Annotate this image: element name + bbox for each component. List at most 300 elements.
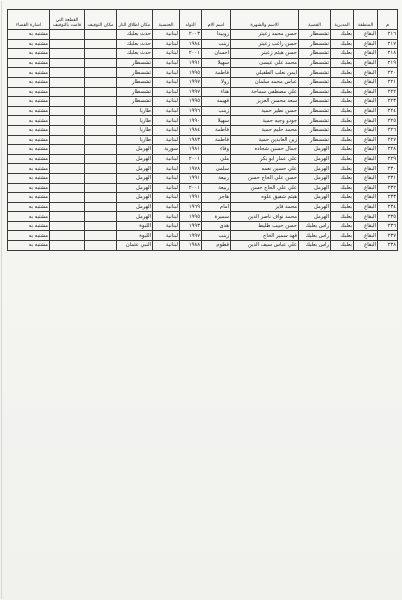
cell-district: تشسطار (299, 49, 331, 59)
cell-row-number: ٢٢٧ (378, 135, 398, 145)
cell-full-name: ايمن نعلب الطفيلي (231, 68, 299, 78)
cell-birth-year: ١٩٩٧ (180, 77, 202, 87)
cell-judicial-note: مشتبه به (8, 212, 50, 222)
table-row (8, 77, 398, 87)
cell-full-name: زين العابدين حمية (231, 135, 299, 145)
cell-judicial-note: مشتبه به (8, 173, 50, 183)
cell-district: تشسطار (299, 97, 331, 107)
cell-directorate: بعلبك (331, 68, 354, 78)
cell-arresting-unit (50, 164, 85, 174)
cell-row-number: ٢٣٧ (378, 231, 398, 241)
cell-arresting-unit (50, 231, 85, 241)
cell-arrest-location (85, 221, 117, 231)
cell-row-number: ٢٣٢ (378, 183, 398, 193)
cell-birth-year: ١٩٩٥ (180, 97, 202, 107)
table-row (8, 68, 398, 78)
cell-full-name: محمد نواف ناصر الدين (231, 212, 299, 222)
cell-judicial-note: مشتبه به (8, 39, 50, 49)
cell-arrest-location (85, 125, 117, 135)
cell-shooting-location: طاريا (117, 135, 153, 145)
cell-shooting-location: تشسطار (117, 77, 153, 87)
cell-full-name: فهد سمير الحاج (231, 231, 299, 241)
cell-arresting-unit (50, 77, 85, 87)
table-row (8, 106, 398, 116)
cell-full-name: عباس محمد سلمان (231, 77, 299, 87)
cell-nationality: لبنانية (153, 87, 180, 97)
cell-birth-year: ١٩٨٤ (180, 125, 202, 135)
cell-arresting-unit (50, 145, 85, 155)
cell-shooting-location: الهرمل (117, 183, 153, 193)
cell-shooting-location: الهرمل (117, 193, 153, 203)
cell-full-name: محمد حليم حمية (231, 125, 299, 135)
cell-nationality: لبنانية (153, 221, 180, 231)
cell-arrest-location (85, 106, 117, 116)
cell-arrest-location (85, 183, 117, 193)
cell-directorate: بعلبك (331, 221, 354, 231)
cell-nationality: لبنانية (153, 77, 180, 87)
cell-directorate: بعلبك (331, 212, 354, 222)
cell-mother-name: ربيعة (202, 173, 231, 183)
cell-judicial-note: مشتبه به (8, 30, 50, 40)
cell-district: راس بعلبك (299, 241, 331, 251)
cell-mother-name: رولا (202, 77, 231, 87)
cell-arrest-location (85, 231, 117, 241)
cell-directorate: بعلبك (331, 231, 354, 241)
cell-row-number: ٢٣٨ (378, 241, 398, 251)
cell-shooting-location: حدث بعلبك (117, 49, 153, 59)
cell-mother-name: ربيعة (202, 183, 231, 193)
cell-arresting-unit (50, 49, 85, 59)
cell-arresting-unit (50, 173, 85, 183)
cell-arrest-location (85, 77, 117, 87)
cell-mother-name: فاطمة (202, 135, 231, 145)
cell-region: البقاع (354, 125, 378, 135)
cell-mother-name: فطوم (202, 241, 231, 251)
cell-region: البقاع (354, 58, 378, 68)
cell-row-number: ٢٣٦ (378, 221, 398, 231)
cell-full-name: حسن حبيب طليط (231, 221, 299, 231)
table-row (8, 173, 398, 183)
cell-directorate: بعلبك (331, 164, 354, 174)
cell-mother-name: احسان (202, 49, 231, 59)
table-row (8, 135, 398, 145)
cell-full-name: حسن نظير حمية (231, 106, 299, 116)
cell-nationality: لبنانية (153, 193, 180, 203)
cell-arresting-unit (50, 30, 85, 40)
cell-arresting-unit (50, 116, 85, 126)
cell-full-name: علي علي الحاج حسن (231, 183, 299, 193)
cell-nationality: لبنانية (153, 125, 180, 135)
cell-arrest-location (85, 58, 117, 68)
cell-nationality: لبنانية (153, 173, 180, 183)
cell-district: الهرمل (299, 173, 331, 183)
header-name: الاسم والشهرة (231, 10, 299, 30)
cell-shooting-location: تشسطار (117, 68, 153, 78)
cell-judicial-note: مشتبه به (8, 97, 50, 107)
cell-directorate: بعلبك (331, 87, 354, 97)
cell-shooting-location: حدث بعلبك (117, 30, 153, 40)
cell-shooting-location: طاريا (117, 116, 153, 126)
cell-district: الهرمل (299, 145, 331, 155)
cell-arrest-location (85, 164, 117, 174)
cell-arresting-unit (50, 221, 85, 231)
cell-district: تشسطار (299, 39, 331, 49)
cell-directorate: بعلبك (331, 49, 354, 59)
cell-birth-year: ١٩٩٥ (180, 212, 202, 222)
cell-shooting-location: الهرمل (117, 145, 153, 155)
cell-birth-year: ١٩٩١ (180, 58, 202, 68)
cell-birth-year: ١٩٩٣ (180, 221, 202, 231)
cell-full-name: حسن هيثم زعيتر (231, 49, 299, 59)
cell-arrest-location (85, 97, 117, 107)
cell-mother-name: روبيدا (202, 30, 231, 40)
cell-shooting-location: طاريا (117, 125, 153, 135)
cell-shooting-location: طاريا (117, 106, 153, 116)
cell-nationality: لبنانية (153, 241, 180, 251)
table-row (8, 183, 398, 193)
cell-arrest-location (85, 193, 117, 203)
cell-region: البقاع (354, 241, 378, 251)
cell-birth-year: ١٩٨٨ (180, 241, 202, 251)
cell-directorate: بعلبك (331, 154, 354, 164)
cell-nationality: لبنانية (153, 30, 180, 40)
table-row (8, 39, 398, 49)
cell-arrest-location (85, 241, 117, 251)
cell-region: البقاع (354, 77, 378, 87)
cell-birth-year: ١٩٩٧ (180, 87, 202, 97)
cell-full-name: حسن راغب زعيتر (231, 39, 299, 49)
cell-nationality: لبنانية (153, 231, 180, 241)
cell-row-number: ٢١٨ (378, 49, 398, 59)
cell-district: الهرمل (299, 154, 331, 164)
cell-district: راس بعلبك (299, 231, 331, 241)
cell-birth-year: ١٩٩٥ (180, 68, 202, 78)
cell-mother-name: امام (202, 202, 231, 212)
cell-judicial-note: مشتبه به (8, 231, 50, 241)
cell-arrest-location (85, 39, 117, 49)
cell-judicial-note: مشتبه به (8, 116, 50, 126)
table-row (8, 164, 398, 174)
cell-shooting-location: اللبوة (117, 231, 153, 241)
cell-region: البقاع (354, 116, 378, 126)
cell-judicial-note: مشتبه به (8, 135, 50, 145)
cell-district: راس بعلبك (299, 221, 331, 231)
cell-row-number: ٢٢٨ (378, 145, 398, 155)
cell-directorate: بعلبك (331, 77, 354, 87)
header-shooting-location: مكان اطلاق النار (117, 10, 153, 30)
cell-nationality: لبنانية (153, 49, 180, 59)
cell-row-number: ٢٣٣ (378, 193, 398, 203)
cell-judicial-note: مشتبه به (8, 202, 50, 212)
cell-district: تشسطار (299, 58, 331, 68)
cell-region: البقاع (354, 212, 378, 222)
cell-arrest-location (85, 212, 117, 222)
cell-mother-name: وفاء (202, 145, 231, 155)
cell-directorate: بعلبك (331, 202, 354, 212)
cell-mother-name: سهيلا (202, 58, 231, 68)
cell-district: الهرمل (299, 183, 331, 193)
table-row (8, 49, 398, 59)
table-row (8, 231, 398, 241)
cell-judicial-note: مشتبه به (8, 106, 50, 116)
cell-judicial-note: مشتبه به (8, 183, 50, 193)
cell-nationality: لبنانية (153, 135, 180, 145)
header-row (8, 10, 398, 30)
records-table (7, 9, 398, 251)
cell-shooting-location: الهرمل (117, 173, 153, 183)
cell-directorate: بعلبك (331, 135, 354, 145)
cell-shooting-location: اللبوة (117, 221, 153, 231)
cell-shooting-location: تشسطار (117, 97, 153, 107)
header-arrest-location: مكان التوقيف (85, 10, 117, 30)
cell-full-name: علي حسين نعمه (231, 164, 299, 174)
cell-row-number: ٢٢٤ (378, 106, 398, 116)
cell-arresting-unit (50, 202, 85, 212)
header-index: م (378, 10, 398, 30)
cell-region: البقاع (354, 106, 378, 116)
cell-directorate: بعلبك (331, 193, 354, 203)
cell-birth-year: ١٩٧٨ (180, 164, 202, 174)
cell-region: البقاع (354, 39, 378, 49)
cell-nationality: لبنانية (153, 212, 180, 222)
cell-arresting-unit (50, 97, 85, 107)
cell-district: تشسطار (299, 125, 331, 135)
cell-full-name: محمد علي عيسى (231, 58, 299, 68)
cell-judicial-note: مشتبه به (8, 125, 50, 135)
cell-shooting-location: الهرمل (117, 212, 153, 222)
cell-judicial-note: مشتبه به (8, 154, 50, 164)
cell-mother-name: سلمى (202, 164, 231, 174)
cell-nationality: لبنانية (153, 202, 180, 212)
cell-mother-name: ملي (202, 154, 231, 164)
cell-full-name: هيثم شفيق علوه (231, 193, 299, 203)
cell-row-number: ٢٣٤ (378, 202, 398, 212)
cell-row-number: ٢٢١ (378, 77, 398, 87)
cell-nationality: لبنانية (153, 58, 180, 68)
cell-nationality: لبنانية (153, 183, 180, 193)
table-row (8, 221, 398, 231)
cell-nationality: لبنانية (153, 164, 180, 174)
cell-nationality: سورية (153, 145, 180, 155)
cell-judicial-note: مشتبه به (8, 193, 50, 203)
cell-full-name: علي عباس سيف الدين (231, 241, 299, 251)
cell-birth-year: ٢٠٠١ (180, 154, 202, 164)
cell-row-number: ٢١٧ (378, 39, 398, 49)
table-row (8, 145, 398, 155)
cell-district: الهرمل (299, 164, 331, 174)
cell-birth-year: ١٩٩٧ (180, 231, 202, 241)
cell-arrest-location (85, 145, 117, 155)
cell-birth-year: ١٩٩١ (180, 193, 202, 203)
cell-full-name: جودو وجيه حمية (231, 116, 299, 126)
cell-nationality: لبنانية (153, 116, 180, 126)
header-arresting-unit: القطعة التي قامت بالتوقيف (50, 10, 85, 30)
cell-arresting-unit (50, 135, 85, 145)
cell-full-name: سعد محسن العزيز (231, 97, 299, 107)
cell-mother-name: زينب (202, 39, 231, 49)
cell-row-number: ٢٢٦ (378, 125, 398, 135)
cell-judicial-note: مشتبه به (8, 49, 50, 59)
header-nationality: الجنسية (153, 10, 180, 30)
cell-district: الهرمل (299, 193, 331, 203)
cell-birth-year: ١٩٦٩ (180, 202, 202, 212)
cell-row-number: ٢٢٣ (378, 97, 398, 107)
cell-district: تشسطار (299, 68, 331, 78)
cell-birth-year: ١٩٨١ (180, 145, 202, 155)
cell-nationality: لبنانية (153, 106, 180, 116)
cell-arrest-location (85, 154, 117, 164)
cell-judicial-note: مشتبه به (8, 87, 50, 97)
cell-district: الهرمل (299, 212, 331, 222)
cell-nationality: لبنانية (153, 68, 180, 78)
table-row (8, 30, 398, 40)
cell-nationality: لبنانية (153, 97, 180, 107)
cell-arresting-unit (50, 154, 85, 164)
cell-directorate: بعلبك (331, 58, 354, 68)
cell-region: البقاع (354, 202, 378, 212)
cell-row-number: ٢٢٢ (378, 87, 398, 97)
cell-mother-name: هناء (202, 87, 231, 97)
cell-mother-name: هاجر (202, 193, 231, 203)
cell-shooting-location: النبي عثمان (117, 241, 153, 251)
cell-district: تشسطار (299, 77, 331, 87)
table-row (8, 241, 398, 251)
cell-region: البقاع (354, 30, 378, 40)
cell-nationality: لبنانية (153, 154, 180, 164)
cell-shooting-location: تشسطار (117, 58, 153, 68)
cell-row-number: ٢١٩ (378, 58, 398, 68)
cell-mother-name: زينب (202, 106, 231, 116)
cell-birth-year: ١٩٨٣ (180, 135, 202, 145)
cell-region: البقاع (354, 164, 378, 174)
table-row (8, 58, 398, 68)
cell-region: البقاع (354, 68, 378, 78)
cell-arrest-location (85, 135, 117, 145)
cell-birth-year: ١٩٩٦ (180, 106, 202, 116)
header-region: المنطقة (354, 10, 378, 30)
cell-judicial-note: مشتبه به (8, 68, 50, 78)
table-row (8, 212, 398, 222)
header-district: القضية (299, 10, 331, 30)
cell-full-name: علي عمار ابو بكر (231, 154, 299, 164)
cell-birth-year: ١٩٨٤ (180, 39, 202, 49)
cell-shooting-location: حدث بعلبك (117, 39, 153, 49)
cell-arresting-unit (50, 125, 85, 135)
cell-mother-name: سهيلا (202, 116, 231, 126)
cell-arresting-unit (50, 106, 85, 116)
cell-region: البقاع (354, 145, 378, 155)
cell-region: البقاع (354, 154, 378, 164)
cell-region: البقاع (354, 49, 378, 59)
cell-directorate: بعلبك (331, 30, 354, 40)
cell-mother-name: فهيمة (202, 97, 231, 107)
cell-arrest-location (85, 30, 117, 40)
header-directorate: المديرية (331, 10, 354, 30)
table-row (8, 125, 398, 135)
cell-mother-name: زينب (202, 231, 231, 241)
cell-district: تشسطار (299, 135, 331, 145)
cell-judicial-note: مشتبه به (8, 77, 50, 87)
header-judicial-note: اشارة القضاء (8, 10, 50, 30)
cell-row-number: ٢٢٩ (378, 154, 398, 164)
header-mother-name: اسم الام (202, 10, 231, 30)
cell-directorate: بعلبك (331, 145, 354, 155)
table-row (8, 97, 398, 107)
cell-judicial-note: مشتبه به (8, 145, 50, 155)
cell-directorate: بعلبك (331, 241, 354, 251)
cell-shooting-location: الهرمل (117, 154, 153, 164)
cell-mother-name: فاطمة (202, 125, 231, 135)
cell-directorate: بعلبك (331, 97, 354, 107)
cell-mother-name: هدى (202, 221, 231, 231)
cell-directorate: بعلبك (331, 183, 354, 193)
cell-birth-year: ٢٠٠١ (180, 183, 202, 193)
header-birth-year: التولد (180, 10, 202, 30)
cell-birth-year: ٢٠٠٣ (180, 30, 202, 40)
cell-full-name: حسن علي الحاج حسن (231, 173, 299, 183)
cell-mother-name: سميرة (202, 212, 231, 222)
cell-arrest-location (85, 116, 117, 126)
cell-birth-year: ٢٠٠١ (180, 49, 202, 59)
cell-arrest-location (85, 173, 117, 183)
cell-region: البقاع (354, 193, 378, 203)
cell-region: البقاع (354, 135, 378, 145)
cell-arresting-unit (50, 58, 85, 68)
cell-arresting-unit (50, 241, 85, 251)
cell-judicial-note: مشتبه به (8, 58, 50, 68)
cell-directorate: بعلبك (331, 106, 354, 116)
cell-region: البقاع (354, 183, 378, 193)
cell-full-name: حسن محمد زعيتر (231, 30, 299, 40)
cell-region: البقاع (354, 97, 378, 107)
cell-row-number: ٢٣١ (378, 173, 398, 183)
cell-birth-year: ١٩٩٠ (180, 116, 202, 126)
cell-row-number: ٢٣٥ (378, 212, 398, 222)
cell-district: تشسطار (299, 106, 331, 116)
cell-directorate: بعلبك (331, 125, 354, 135)
table-row (8, 116, 398, 126)
cell-district: تشسطار (299, 87, 331, 97)
cell-region: البقاع (354, 173, 378, 183)
cell-row-number: ٢٢٥ (378, 116, 398, 126)
cell-arresting-unit (50, 87, 85, 97)
cell-row-number: ٢١٦ (378, 30, 398, 40)
cell-shooting-location: تشسطار (117, 87, 153, 97)
records-body (8, 30, 398, 251)
cell-arrest-location (85, 68, 117, 78)
table-row (8, 193, 398, 203)
cell-directorate: بعلبك (331, 173, 354, 183)
cell-district: تشسطار (299, 30, 331, 40)
cell-arresting-unit (50, 39, 85, 49)
cell-arrest-location (85, 87, 117, 97)
cell-arresting-unit (50, 193, 85, 203)
cell-full-name: علي مصطفى سماحة (231, 87, 299, 97)
cell-full-name: جمال حسين شحاده (231, 145, 299, 155)
cell-region: البقاع (354, 231, 378, 241)
cell-region: البقاع (354, 221, 378, 231)
cell-arrest-location (85, 202, 117, 212)
table-row (8, 87, 398, 97)
cell-judicial-note: مشتبه به (8, 241, 50, 251)
cell-row-number: ٢٢٠ (378, 68, 398, 78)
cell-shooting-location: الهرمل (117, 164, 153, 174)
cell-arresting-unit (50, 212, 85, 222)
cell-region: البقاع (354, 87, 378, 97)
cell-district: الهرمل (299, 202, 331, 212)
cell-mother-name: فاطمة (202, 68, 231, 78)
cell-full-name: محمد فايز (231, 202, 299, 212)
